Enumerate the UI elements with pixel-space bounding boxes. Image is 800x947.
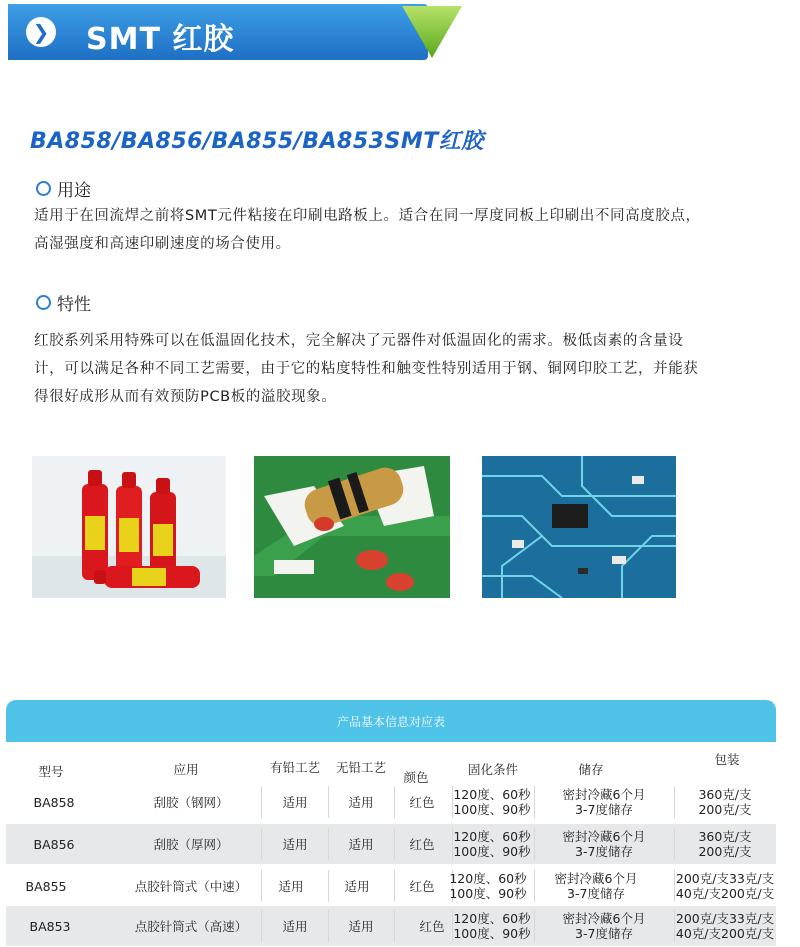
package-line: 200克/支33克/支 [675,911,775,926]
cure-line: 120度、60秒 [449,871,527,886]
cell-leaded: 适用 [278,878,304,894]
cell-package [674,906,776,946]
table-row [6,824,776,864]
cell-color: 红色 [409,794,435,810]
package-line: 360克/支 [698,787,752,802]
storage-line: 密封冷藏6个月 [562,829,646,844]
cell-leaded: 适用 [282,918,308,934]
col-header-leaded: 有铅工艺 [269,760,320,775]
storage-line: 3-7度储存 [567,886,625,901]
cell-cure [448,866,528,906]
col-header-lead-free: 无铅工艺 [335,760,386,775]
cell-application: 刮胶（钢网） [153,794,229,810]
cell-application: 点胶针筒式（中速） [134,878,248,894]
cell-leaded: 适用 [282,794,308,810]
usage-paragraph [34,202,800,258]
cell-cure [452,824,532,864]
cell-application: 刮胶（厚网） [153,836,229,852]
storage-line: 3-7度储存 [575,844,633,859]
storage-line: 密封冷藏6个月 [554,871,638,886]
cell-lead-free: 适用 [348,794,374,810]
table-caption: 产品基本信息对应表 [336,714,445,729]
cell-model: BA856 [33,836,75,852]
circle-bullet-icon [36,295,51,310]
paragraph-line: 红胶系列采用特殊可以在低温固化技术，完全解决了元器件对低温固化的需求。极低卤素的含量设 [34,333,684,349]
col-header-package: 包装 [714,752,740,767]
cure-line: 120度、60秒 [453,787,531,802]
cell-model: BA858 [33,794,75,810]
section-heading-features [36,290,91,315]
paragraph-line: 计，可以满足各种不同工艺需要，由于它的粘度特性和触变性特别适用于钢、铜网印胶工艺，并能获 [34,361,699,377]
cure-line: 100度、90秒 [449,886,527,901]
cell-storage [526,866,666,906]
cell-color: 红色 [409,878,435,894]
col-header-model: 型号 [38,764,64,779]
table-row [6,782,776,822]
storage-line: 密封冷藏6个月 [562,787,646,802]
heading-text: 特性 [57,295,91,315]
cell-model: BA855 [25,878,67,894]
table-row [6,906,776,946]
storage-line: 3-7度储存 [575,926,633,941]
storage-line: 3-7度储存 [575,802,633,817]
cure-line: 100度、90秒 [453,802,531,817]
col-header-cure: 固化条件 [467,762,518,777]
package-line: 200克/支 [698,802,752,817]
package-line: 40克/支200克/支 [675,886,775,901]
product-title: BA858/BA856/BA855/BA853SMT红胶 [30,129,484,154]
cell-color: 红色 [419,918,445,934]
cell-cure [452,782,532,822]
cell-lead-free: 适用 [348,918,374,934]
cell-leaded: 适用 [282,836,308,852]
col-header-storage: 储存 [578,762,604,777]
package-line: 200克/支 [698,844,752,859]
cell-package [674,782,776,822]
cell-storage [534,782,674,822]
arrow-circle-icon: ❯ [26,17,56,47]
circle-bullet-icon [36,181,51,196]
cell-lead-free: 适用 [344,878,370,894]
col-header-color: 颜色 [403,770,429,785]
cell-storage [534,906,674,946]
circuit-board-image [482,456,676,598]
cell-package [674,866,776,906]
cell-color: 红色 [409,836,435,852]
heading-text: 用途 [57,181,91,201]
cell-lead-free: 适用 [348,836,374,852]
table-row [6,866,776,906]
storage-line: 密封冷藏6个月 [562,911,646,926]
package-line: 200克/支33克/支 [675,871,775,886]
triangle-decoration-icon [400,4,464,60]
pcb-component-image [254,456,450,598]
banner-title: SMT 红胶 [86,22,235,57]
paragraph-line: 高湿强度和高速印刷速度的场合使用。 [34,236,291,252]
package-line: 40克/支200克/支 [675,926,775,941]
section-banner [8,4,428,60]
cure-line: 120度、60秒 [453,829,531,844]
cell-model: BA853 [29,918,71,934]
features-paragraph [34,327,800,411]
paragraph-line: 适用于在回流焊之前将SMT元件粘接在印刷电路板上。适合在同一厚度同板上印刷出不同高度胶点， [34,208,701,224]
cell-storage [534,824,674,864]
col-header-application: 应用 [173,762,199,777]
cure-line: 120度、60秒 [453,911,531,926]
paragraph-line: 得很好成形从而有效预防PCB板的溢胶现象。 [34,389,337,405]
cure-line: 100度、90秒 [453,844,531,859]
cell-package [674,824,776,864]
cell-application: 点胶针筒式（高速） [134,918,248,934]
red-glue-syringes-image [32,456,226,598]
section-heading-usage [36,176,91,201]
table-caption-bar [6,700,776,742]
cure-line: 100度、90秒 [453,926,531,941]
package-line: 360克/支 [698,829,752,844]
product-table [6,742,776,942]
cell-cure [452,906,532,946]
